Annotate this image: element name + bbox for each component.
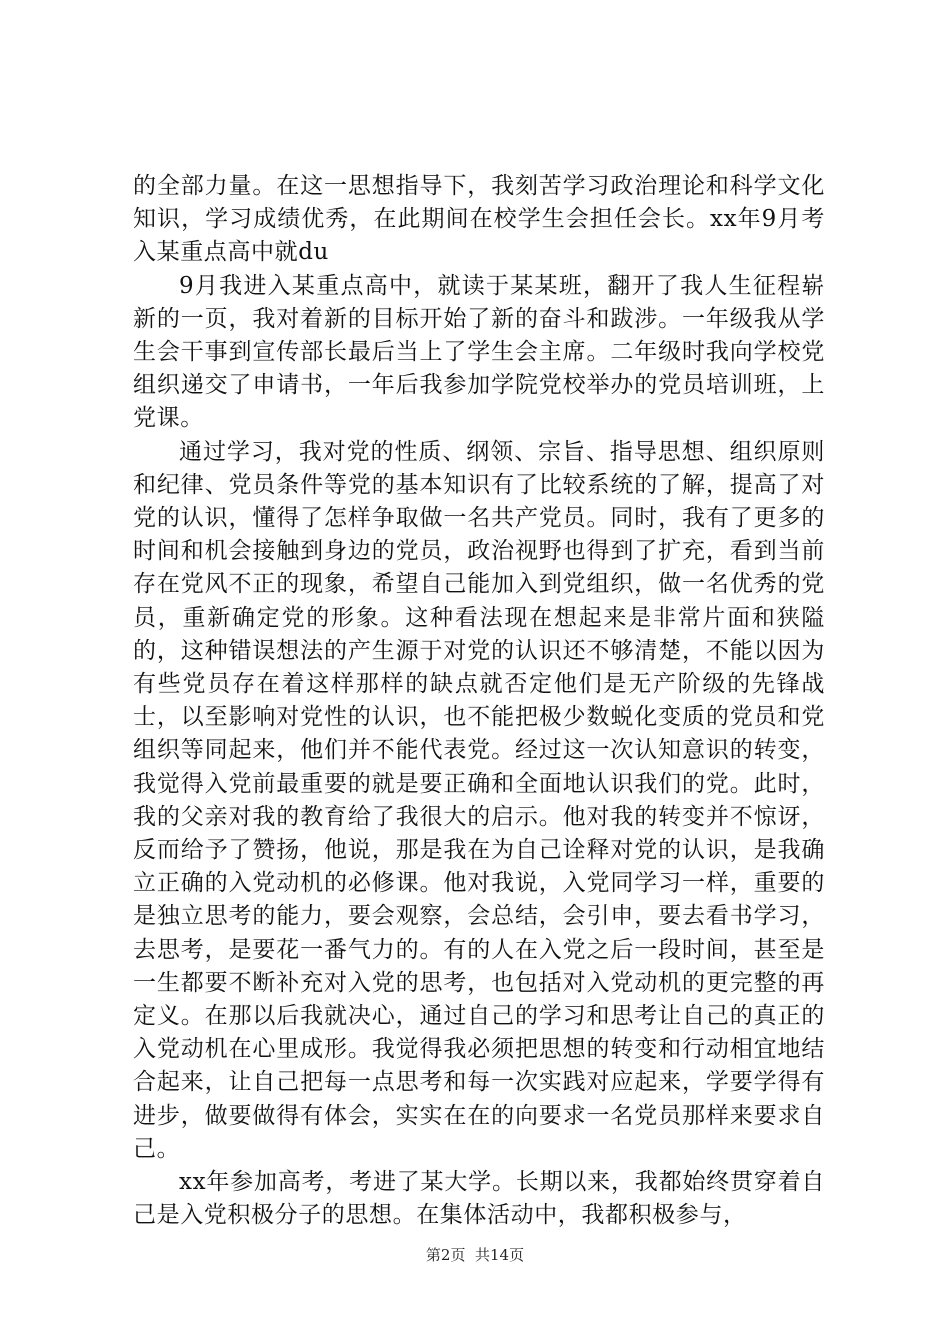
document-body [133,170,825,1233]
paragraph-3: 通过学习，我对党的性质、纲领、宗旨、指导思想、组织原则和纪律、党员条件等党的基本知识有了比较系统的了解，提高了对党的认识，懂得了怎样争取做一名共产党员。同时，我有了更多的时间和机会接触到身边的党员，政治视野也得到了扩充，看到当前存在党风不正的现象，希望自己能加入到党组织，做一名优秀的党员，重新确定党的形象。这种看法现在想起来是非常片面和狭隘的，这种错误想法的产生源于对党的认识还不够清楚，不能以因为有些党员存在着这样那样的缺点就否定他们是无产阶级的先锋战士，以至影响对党性的认识，也不能把极少数蜕化变质的党员和党组织等同起来，他们并不能代表党。经过这一次认知意识的转变，我觉得入党前最重要的就是要正确和全面地认识我们的党。此时，我的父亲对我的教育给了我很大的启示。他对我的转变并不惊讶，反而给予了赞扬，他说，那是我在为自己诠释对党的认识，是我确立正确的入党动机的必修课。他对我说，入党同学习一样，重要的是独立思考的能力，要会观察，会总结，会引申，要去看书学习，去思考，是要花一番气力的。有的人在入党之后一段时间，甚至是一生都要不断补充对入党的思考，也包括对入党动机的更完整的再定义。在那以后我就决心，通过自己的学习和思考让自己的真正的入党动机在心里成形。我觉得我必须把思想的转变和行动相宜地结合起来，让自己把每一点思考和每一次实践对应起来，学要学得有进步，做要做得有体会，实实在在的向要求一名党员那样来要求自己。 [133,438,825,1162]
page-footer [0,1244,950,1265]
paragraph-1: 的全部力量。在这一思想指导下，我刻苦学习政治理论和科学文化知识，学习成绩优秀，在此期间在校学生会担任会长。xx年9月考入某重点高中就du [133,173,825,266]
paragraph-4: xx年参加高考，考进了某大学。长期以来，我都始终贯穿着自己是入党积极分子的思想。在集体活动中，我都积极参与， [133,1169,825,1229]
page-total: 共14页 [475,1246,525,1264]
paragraph-2: 9月我进入某重点高中，就读于某某班，翻开了我人生征程崭新的一页，我对着新的目标开始了新的奋斗和跋涉。一年级我从学生会干事到宣传部长最后当上了学生会主席。二年级时我向学校党组织递交了申请书，一年后我参加学院党校举办的党员培训班，上党课。 [133,272,825,432]
page-number: 第2页 [425,1246,466,1264]
